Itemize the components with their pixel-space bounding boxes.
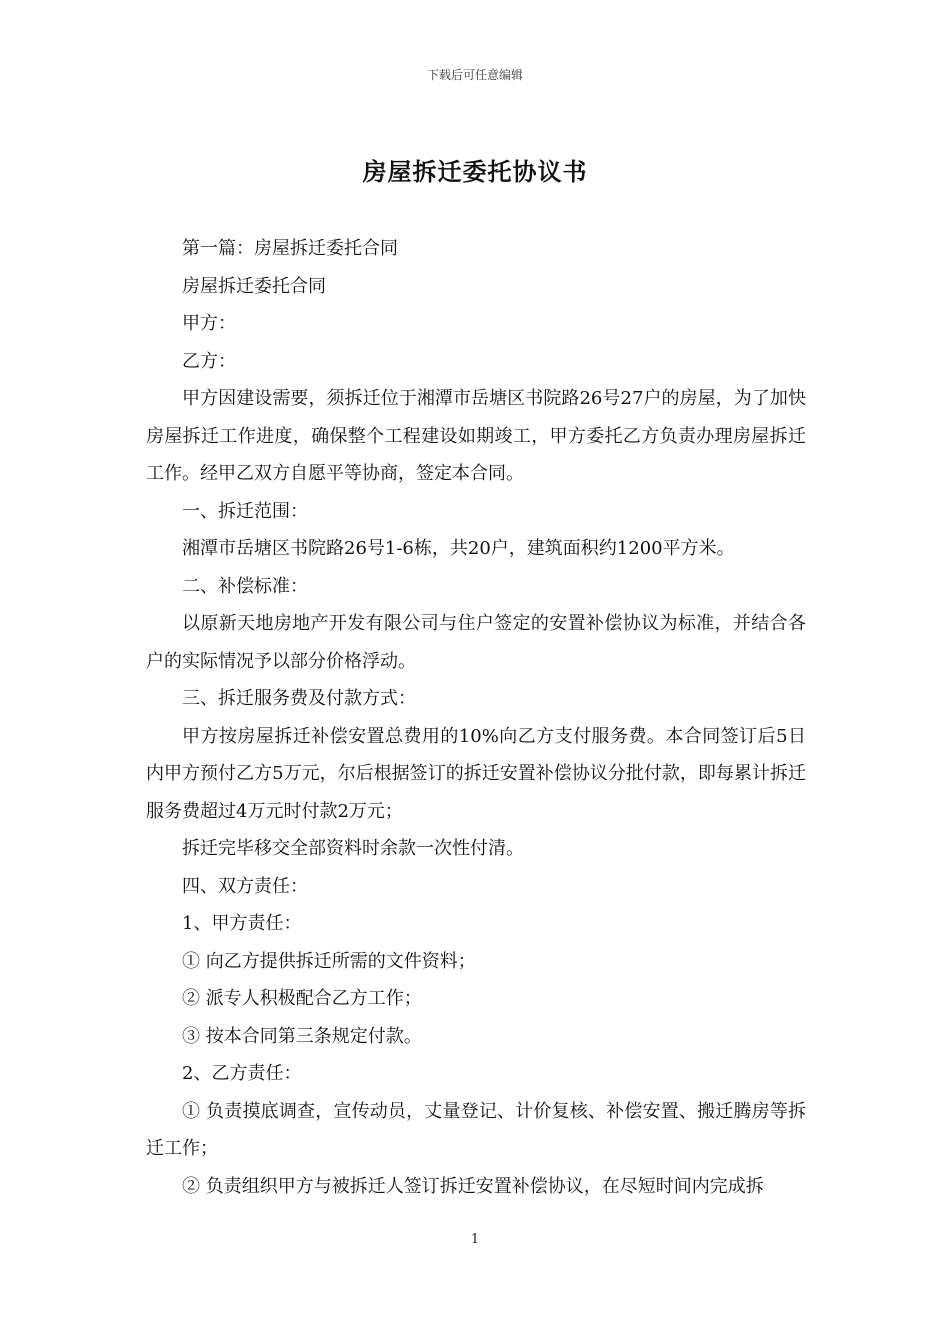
paragraph: 1、甲方责任： bbox=[182, 913, 302, 934]
paragraph: ③ 按本合同第三条规定付款。 bbox=[182, 1025, 422, 1047]
paragraph: 拆迁完毕移交全部资料时余款一次性付清。 bbox=[182, 838, 524, 859]
paragraph: 甲方因建设需要，须拆迁位于湘潭市岳塘区书院路26号27户的房屋，为了加快房屋拆迁工作进度，确保整个工程建设如期竣工，甲方委托乙方负责办理房屋拆迁工作。经甲乙双方自愿平等协商，签定本合同。 bbox=[146, 388, 806, 484]
paragraph: ② 派专人积极配合乙方工作； bbox=[182, 988, 422, 1009]
paragraph: 房屋拆迁委托合同 bbox=[182, 275, 326, 297]
paragraph: 第一篇：房屋拆迁委托合同 bbox=[182, 238, 398, 259]
paragraph: 甲方按房屋拆迁补偿安置总费用的10%向乙方支付服务费。本合同签订后5日内甲方预付乙方5万元，尔后根据签订的拆迁安置补偿协议分批付款，即每累计拆迁服务费超过4万元时付款2万元； bbox=[146, 725, 806, 822]
paragraph: ① 向乙方提供拆迁所需的文件资料； bbox=[182, 950, 476, 972]
paragraph: 甲方： bbox=[182, 313, 236, 334]
paragraph: 四、双方责任： bbox=[182, 875, 308, 897]
paragraph: 二、补偿标准： bbox=[182, 575, 308, 597]
document-title: 房屋拆迁委托协议书 bbox=[362, 158, 588, 186]
paragraph: 三、拆迁服务费及付款方式： bbox=[182, 688, 416, 709]
paragraph: 2、乙方责任： bbox=[182, 1063, 302, 1084]
paragraph: ① 负责摸底调查，宣传动员，丈量登记、计价复核、补偿安置、搬迁腾房等拆迁工作； bbox=[146, 1100, 806, 1159]
page-number: 1 bbox=[470, 1232, 480, 1247]
paragraph: 以原新天地房地产开发有限公司与住户签定的安置补偿协议为标准，并结合各户的实际情况予以部分价格浮动。 bbox=[146, 613, 806, 672]
paragraph: 湘潭市岳塘区书院路26号1-6栋，共20户，建筑面积约1200平方米。 bbox=[182, 538, 735, 559]
paragraph: ② 负责组织甲方与被拆迁人签订拆迁安置补偿协议，在尽短时间内完成拆 bbox=[182, 1175, 764, 1197]
paragraph: 一、拆迁范围： bbox=[182, 500, 308, 522]
document-body bbox=[146, 230, 806, 1205]
paragraph: 乙方： bbox=[182, 350, 236, 372]
page-header: 下载后可任意编辑 bbox=[426, 68, 523, 82]
